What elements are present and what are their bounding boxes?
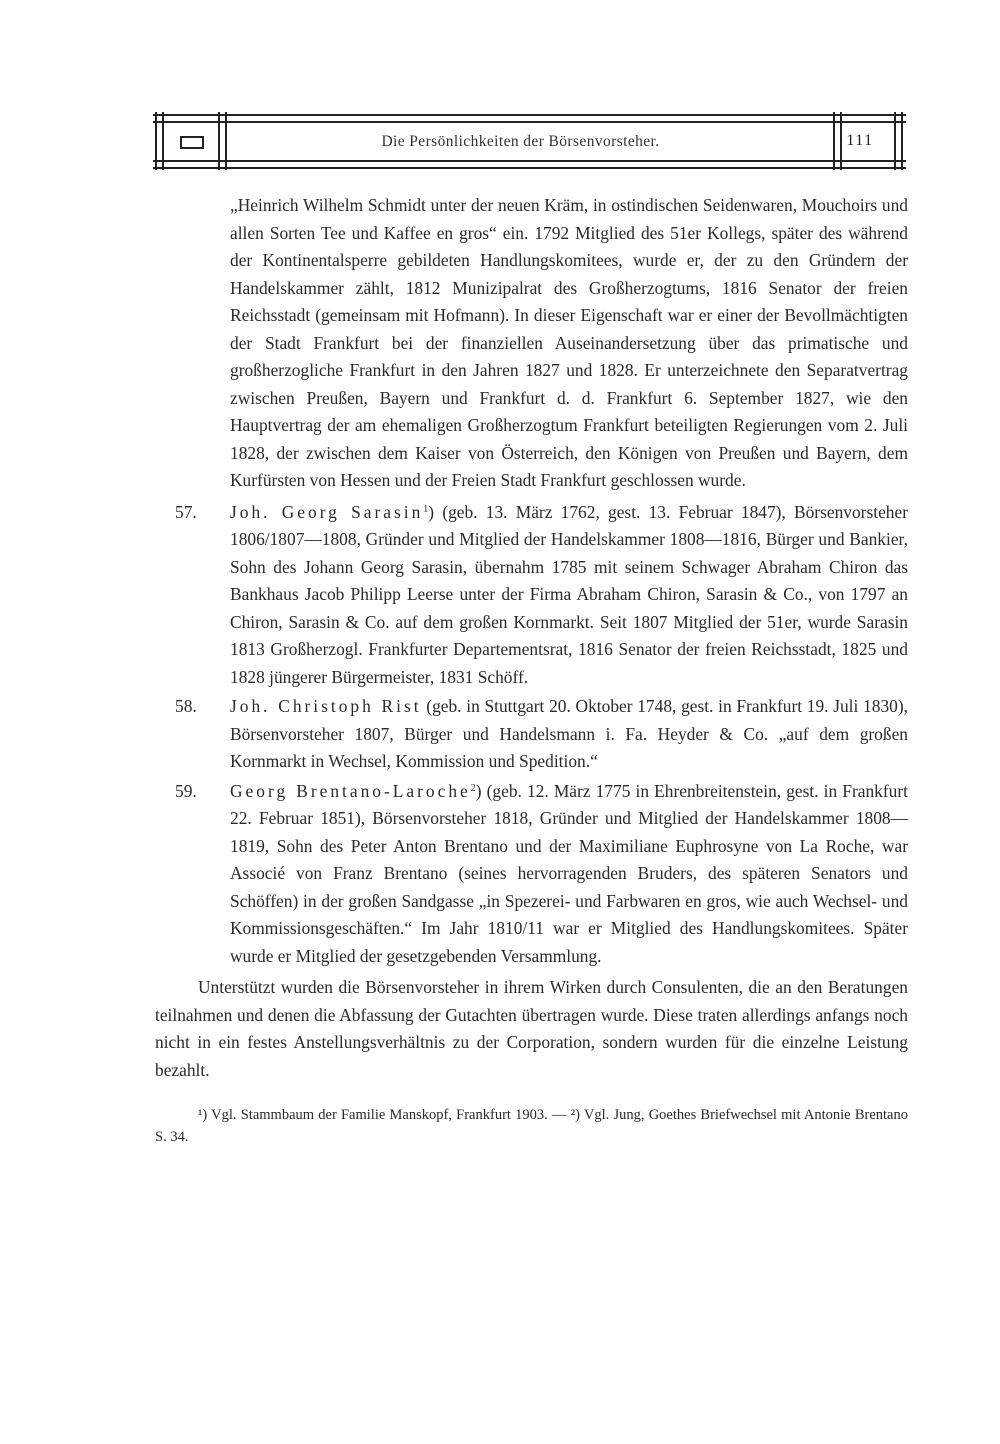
- header-rule: [153, 160, 906, 162]
- footnotes: ¹) Vgl. Stammbaum der Familie Manskopf, Frankfurt 1903. — ²) Vgl. Jung, Goethes Briefwechsel mit Antonie Brentano S. 34.: [155, 1107, 908, 1145]
- page-number: 111: [846, 132, 874, 149]
- header-rule: [153, 167, 906, 169]
- running-title: Die Persönlichkeiten der Börsenvorsteher.: [381, 133, 660, 150]
- header-rule: [155, 112, 157, 170]
- header-rule: [901, 112, 903, 170]
- page-body: [155, 192, 908, 1148]
- entry-number: 58.: [175, 696, 197, 716]
- footnote-ref: 2: [470, 782, 476, 794]
- header-rule: [153, 114, 906, 116]
- entry-number: 59.: [175, 780, 197, 801]
- header-rule: [162, 112, 164, 170]
- running-header: [153, 112, 906, 170]
- entry-name: Joh. Christoph Rist: [230, 696, 422, 716]
- entry-text: (geb. in Stuttgart 20. Oktober 1748, gest. in Frankfurt 19. Juli 1830), Börsenvorsteher 1807, Bürger und Handelsmann i. Fa. Heyder & Co. „auf dem großen Kornmarkt in Wechsel, Kommission und Spedition.“: [230, 696, 908, 771]
- header-rule: [153, 121, 906, 123]
- entry-number: 57.: [175, 501, 197, 522]
- footnote-ref: 1: [423, 503, 429, 515]
- closing-paragraph: Unterstützt wurden die Börsenvorsteher in ihrem Wirken durch Consulenten, die an den Beratungen teilnahmen und denen die Abfassung der Gutachten übertragen wurde. Diese traten allerdings anfangs noch nicht in ein festes Anstellungsverhältnis zu der Corporation, sondern wurden für die einzelne Leistung bezahlt.: [155, 977, 908, 1080]
- entry-name: Joh. Georg Sarasin: [230, 501, 424, 522]
- entry-name: Georg Brentano-Laroche: [230, 780, 471, 801]
- ornament-box-icon: [180, 136, 204, 149]
- entry-57: 57. Joh. Georg Sarasin$^1$) (geb. 13. März 1762, gest. 13. Februar 1847), Börsenvorsteher 1806/1807—1808, Gründer und Mitglied der Handelskammer 1808—1816, Bürger und Bankier, Sohn des Johann Georg Sarasin, übernahm 1785 mit seinem Schwager Abraham Chiron das Bankhaus Jacob Philipp Leerse unter der Firma Abraham Chiron, Sarasin & Co., von 1797 an Chiron, Sarasin & Co. auf dem großen Kornmarkt. Seit 1807 Mitglied der 51er, wurde Sarasin 1813 Großherzogl. Frankfurter Departementsrat, 1816 Senator der freien Reichsstadt, 1825 und 1828 jüngerer Bürgermeister, 1831 Schöff.: [180, 499, 908, 692]
- entry-59: 59. Georg Brentano-Laroche$^2$) (geb. 12. März 1775 in Ehrenbreitenstein, gest. in Frankfurt 22. Februar 1851), Börsenvorsteher 1818, Gründer und Mitglied der Handelskammer 1808—1819, Sohn des Peter Anton Brentano und der Maximiliane Euphrosyne von La Roche, war Associé von Franz Brentano (seines hervorragenden Bruders, des späteren Senators und Schöffen) in der großen Sandgasse „in Spezerei- und Farbwaren en gros, wie auch Wechsel- und Kommissionsgeschäften.“ Im Jahr 1810/11 war er Mitglied des Handlungskomitees. Später wurde er Mitglied der gesetzgebenden Versammlung.: [180, 778, 908, 971]
- header-rule: [894, 112, 896, 170]
- entry-text: (geb. 13. März 1762, gest. 13. Februar 1847), Börsenvorsteher 1806/1807—1808, Gründer und Mitglied der Handelskammer 1808—1816, Bürger und Bankier, Sohn des Johann Georg Sarasin, übernahm 1785 mit seinem Schwager Abraham Chiron das Bankhaus Jacob Philipp Leerse unter der Firma Abraham Chiron, Sarasin & Co., von 1797 an Chiron, Sarasin & Co. auf dem großen Kornmarkt. Seit 1807 Mitglied der 51er, wurde Sarasin 1813 Großherzogl. Frankfurter Departementsrat, 1816 Senator der freien Reichsstadt, 1825 und 1828 jüngerer Bürgermeister, 1831 Schöff.: [230, 501, 908, 687]
- entry-text: (geb. 12. März 1775 in Ehrenbreitenstein, gest. in Frankfurt 22. Februar 1851), Börsenvorsteher 1818, Gründer und Mitglied der Handelskammer 1808—1819, Sohn des Peter Anton Brentano und der Maximiliane Euphrosyne von La Roche, war Associé von Franz Brentano (seines hervorragenden Bruders, des späteren Senators und Schöffen) in der großen Sandgasse „in Spezerei- und Farbwaren en gros, wie auch Wechsel- und Kommissionsgeschäften.“ Im Jahr 1810/11 war er Mitglied des Handlungskomitees. Später wurde er Mitglied der gesetzgebenden Versammlung.: [230, 780, 908, 966]
- entry-58: [175, 693, 908, 776]
- intro-paragraph: „Heinrich Wilhelm Schmidt unter der neuen Kräm, in ostindischen Seidenwaren, Mouchoirs und allen Sorten Tee und Kaffee en gros“ ein. 1792 Mitglied des 51er Kollegs, später des während der Kontinentalsperre gebildeten Handlungskomitees, wurde er, der zu den Gründern der Handelskammer zählt, 1812 Munizipalrat des Großherzogtums, 1816 Senator der freien Reichsstadt (gemeinsam mit Hofmann). In dieser Eigenschaft war er einer der Bevollmächtigten der Stadt Frankfurt bei der finanziellen Auseinandersetzung über das primatische und großherzogliche Frankfurt in den Jahren 1827 und 1828. Er unterzeichnete den Separatvertrag zwischen Preußen, Bayern und Frankfurt d. d. Frankfurt 6. September 1827, wie den Hauptvertrag der am ehemaligen Großherzogtum Frankfurt beteiligten Regierungen vom 2. Juli 1828, der zwischen dem Kaiser von Österreich, den Königen von Preußen und Bayern, dem Kurfürsten von Hessen und der Freien Stadt Frankfurt geschlossen wurde.: [230, 195, 908, 490]
- header-rule: [218, 112, 220, 170]
